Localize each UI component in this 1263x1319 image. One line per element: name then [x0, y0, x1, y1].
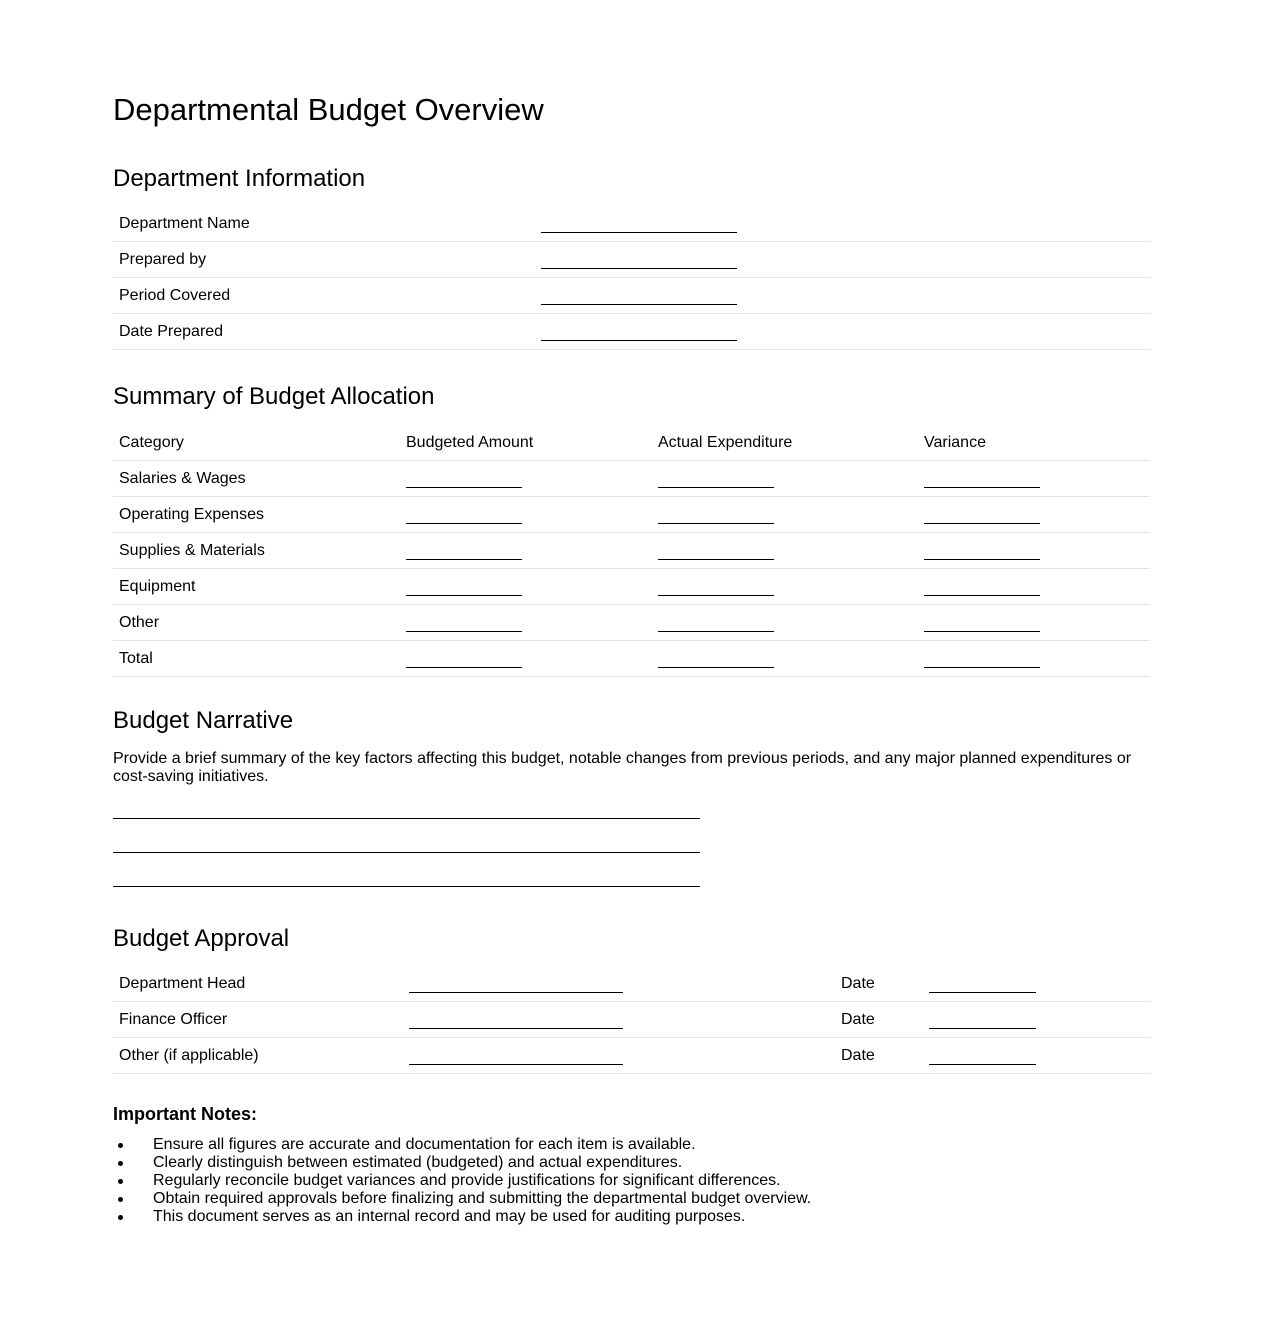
variance-blank[interactable] — [924, 653, 1040, 668]
date-prepared-field[interactable] — [535, 314, 1150, 350]
prepared-by-blank[interactable] — [541, 254, 737, 269]
category-cell: Total — [113, 641, 400, 677]
variance-blank[interactable] — [924, 473, 1040, 488]
actual-cell[interactable] — [652, 605, 918, 641]
notes-list — [113, 1136, 811, 1226]
table-row — [113, 314, 1150, 350]
budgeted-cell[interactable] — [400, 461, 652, 497]
budgeted-cell[interactable] — [400, 641, 652, 677]
column-header-actual: Actual Expenditure — [652, 425, 918, 461]
category-cell: Salaries & Wages — [113, 461, 400, 497]
budgeted-cell[interactable] — [400, 533, 652, 569]
approval-table — [113, 966, 1150, 1074]
category-cell: Equipment — [113, 569, 400, 605]
prepared-by-field[interactable] — [535, 242, 1150, 278]
variance-blank[interactable] — [924, 545, 1040, 560]
column-header-budgeted: Budgeted Amount — [400, 425, 652, 461]
variance-cell[interactable] — [918, 461, 1150, 497]
column-header-variance: Variance — [918, 425, 1150, 461]
signature-blank[interactable] — [409, 978, 623, 993]
signature-cell[interactable] — [403, 1002, 835, 1038]
table-header-row — [113, 425, 1150, 461]
narrative-heading: Budget Narrative — [113, 707, 294, 734]
allocation-heading: Summary of Budget Allocation — [113, 383, 435, 410]
table-row — [113, 206, 1150, 242]
date-cell[interactable] — [923, 1038, 1150, 1074]
narrative-line[interactable] — [113, 886, 700, 887]
allocation-table — [113, 425, 1150, 677]
category-cell: Operating Expenses — [113, 497, 400, 533]
notes-heading: Important Notes: — [113, 1104, 257, 1124]
table-row — [113, 1002, 1150, 1038]
period-covered-field[interactable] — [535, 278, 1150, 314]
variance-cell[interactable] — [918, 533, 1150, 569]
date-label: Date — [835, 966, 923, 1002]
date-label: Date — [835, 1002, 923, 1038]
table-row — [113, 605, 1150, 641]
variance-cell[interactable] — [918, 497, 1150, 533]
variance-blank[interactable] — [924, 509, 1040, 524]
actual-blank[interactable] — [658, 617, 774, 632]
table-row — [113, 569, 1150, 605]
actual-blank[interactable] — [658, 581, 774, 596]
budgeted-cell[interactable] — [400, 605, 652, 641]
date-blank[interactable] — [929, 1014, 1036, 1029]
signature-cell[interactable] — [403, 966, 835, 1002]
date-cell[interactable] — [923, 1002, 1150, 1038]
list-item: Obtain required approvals before finalizing and submitting the departmental budget overview. — [153, 1190, 812, 1207]
variance-cell[interactable] — [918, 641, 1150, 677]
approval-role: Other (if applicable) — [113, 1038, 403, 1074]
category-cell: Other — [113, 605, 400, 641]
category-cell: Supplies & Materials — [113, 533, 400, 569]
budgeted-blank[interactable] — [406, 617, 522, 632]
column-header-category: Category — [113, 425, 400, 461]
variance-cell[interactable] — [918, 569, 1150, 605]
actual-cell[interactable] — [652, 641, 918, 677]
actual-blank[interactable] — [658, 653, 774, 668]
actual-cell[interactable] — [652, 461, 918, 497]
department-name-blank[interactable] — [541, 218, 737, 233]
approval-role: Department Head — [113, 966, 403, 1002]
list-item: Regularly reconcile budget variances and provide justifications for significant differences. — [153, 1172, 811, 1190]
budgeted-blank[interactable] — [406, 473, 522, 488]
date-cell[interactable] — [923, 966, 1150, 1002]
variance-blank[interactable] — [924, 581, 1040, 596]
actual-blank[interactable] — [658, 545, 774, 560]
actual-blank[interactable] — [658, 509, 774, 524]
department-name-field[interactable] — [535, 206, 1150, 242]
table-row — [113, 641, 1150, 677]
table-row — [113, 242, 1150, 278]
table-row — [113, 278, 1150, 314]
table-row — [113, 461, 1150, 497]
narrative-line[interactable] — [113, 818, 700, 819]
date-prepared-label: Date Prepared — [113, 314, 535, 350]
list-item: Clearly distinguish between estimated (budgeted) and actual expenditures. — [153, 1154, 811, 1172]
date-label: Date — [835, 1038, 923, 1074]
department-info-heading: Department Information — [113, 165, 366, 192]
signature-blank[interactable] — [409, 1014, 623, 1029]
signature-blank[interactable] — [409, 1050, 623, 1065]
variance-blank[interactable] — [924, 617, 1040, 632]
signature-cell[interactable] — [403, 1038, 835, 1074]
period-covered-label: Period Covered — [113, 278, 535, 314]
variance-cell[interactable] — [918, 605, 1150, 641]
actual-cell[interactable] — [652, 569, 918, 605]
table-row — [113, 966, 1150, 1002]
approval-role: Finance Officer — [113, 1002, 403, 1038]
budgeted-blank[interactable] — [406, 581, 522, 596]
narrative-instructions: Provide a brief summary of the key factors affecting this budget, notable changes from previous periods, and any major planned expenditures or cost-saving initiatives. — [113, 750, 1132, 785]
actual-cell[interactable] — [652, 533, 918, 569]
period-covered-blank[interactable] — [541, 290, 737, 305]
table-row — [113, 533, 1150, 569]
department-name-label: Department Name — [113, 206, 535, 242]
date-blank[interactable] — [929, 1050, 1036, 1065]
budgeted-blank[interactable] — [406, 653, 522, 668]
date-prepared-blank[interactable] — [541, 326, 737, 341]
table-row — [113, 497, 1150, 533]
budgeted-blank[interactable] — [406, 545, 522, 560]
table-row — [113, 1038, 1150, 1074]
actual-blank[interactable] — [658, 473, 774, 488]
list-item: This document serves as an internal record and may be used for auditing purposes. — [153, 1208, 811, 1226]
prepared-by-label: Prepared by — [113, 242, 535, 278]
narrative-line[interactable] — [113, 852, 700, 853]
budgeted-cell[interactable] — [400, 569, 652, 605]
budgeted-cell[interactable] — [400, 497, 652, 533]
actual-cell[interactable] — [652, 497, 918, 533]
department-info-table — [113, 206, 1150, 350]
budgeted-blank[interactable] — [406, 509, 522, 524]
date-blank[interactable] — [929, 978, 1036, 993]
approval-heading: Budget Approval — [113, 925, 290, 952]
list-item: Ensure all figures are accurate and documentation for each item is available. — [153, 1136, 811, 1154]
document-title: Departmental Budget Overview — [113, 92, 544, 127]
